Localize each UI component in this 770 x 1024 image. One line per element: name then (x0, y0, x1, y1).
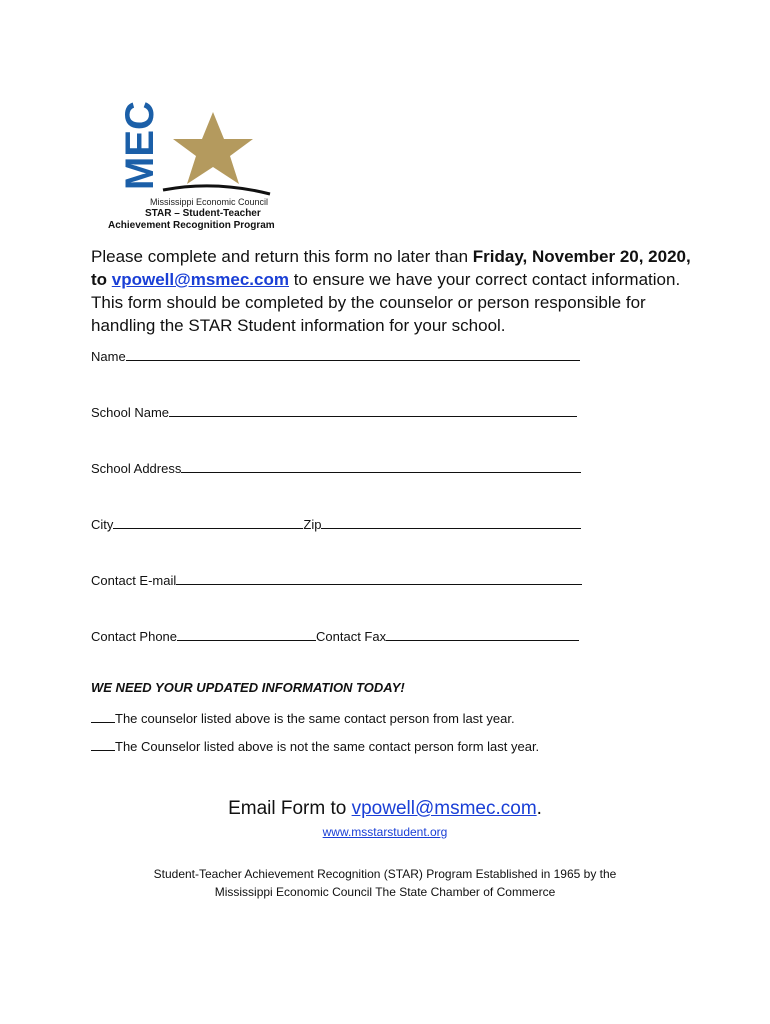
contact-email-label: Contact E-mail (91, 573, 177, 588)
school-address-label: School Address (91, 461, 182, 476)
school-name-label: School Name (91, 405, 170, 420)
contact-phone-label: Contact Phone (91, 629, 178, 644)
logo-org-name: Mississippi Economic Council (150, 197, 269, 207)
deadline-text: Friday, November 20, 2020, to (91, 247, 691, 289)
footer (0, 865, 770, 901)
footer-line-2: Mississippi Economic Council The State Chamber of Commerce (214, 885, 556, 899)
option-same-contact[interactable] (91, 710, 515, 726)
zip-blank[interactable] (321, 516, 581, 529)
school-name-field[interactable] (91, 404, 577, 420)
contact-email-field[interactable] (91, 572, 582, 588)
star-icon (173, 112, 253, 184)
mec-star-logo-graphic (105, 98, 295, 198)
zip-label: Zip (303, 517, 322, 532)
website-link[interactable]: www.msstarstudent.org (322, 825, 448, 839)
intro-paragraph (91, 245, 691, 337)
update-notice: WE NEED YOUR UPDATED INFORMATION TODAY! (91, 680, 405, 695)
website-line (0, 825, 770, 839)
footer-line-1: Student-Teacher Achievement Recognition (STAR) Program Established in 1965 by the (153, 867, 617, 881)
email-form-suffix: . (536, 798, 542, 819)
name-blank[interactable] (126, 348, 580, 361)
intro-text-2: to ensure we have your correct contact information. This form should be completed by the counselor or person responsible for handling the STAR Student information for your school. (91, 270, 681, 335)
school-name-blank[interactable] (169, 404, 577, 417)
contact-fax-label: Contact Fax (316, 629, 387, 644)
name-label: Name (91, 349, 126, 364)
option-not-same-label: The Counselor listed above is not the same contact person form last year. (115, 739, 540, 754)
logo-program-line2: Achievement Recognition Program (108, 220, 275, 231)
checkbox-blank-not-same[interactable] (91, 738, 115, 751)
checkbox-blank-same[interactable] (91, 710, 115, 723)
contact-phone-fax-field[interactable] (91, 628, 579, 644)
email-form-link[interactable]: vpowell@msmec.com (351, 798, 537, 819)
email-form-line (0, 798, 770, 820)
intro-text-1: Please complete and return this form no later than (91, 247, 473, 266)
contact-fax-blank[interactable] (386, 628, 579, 641)
intro-email-link[interactable]: vpowell@msmec.com (111, 270, 289, 289)
city-zip-field[interactable] (91, 516, 581, 532)
name-field[interactable] (91, 348, 580, 364)
logo-program-line1: STAR – Student-Teacher (145, 208, 261, 219)
option-same-label: The counselor listed above is the same contact person from last year. (115, 711, 515, 726)
contact-phone-blank[interactable] (177, 628, 316, 641)
school-address-blank[interactable] (181, 460, 581, 473)
mec-letters: MEC (118, 101, 162, 190)
email-form-label: Email Form to (228, 798, 352, 819)
city-label: City (91, 517, 114, 532)
school-address-field[interactable] (91, 460, 581, 476)
option-not-same-contact[interactable] (91, 738, 539, 754)
contact-email-blank[interactable] (176, 572, 582, 585)
logo-swoosh (163, 186, 270, 194)
city-blank[interactable] (113, 516, 303, 529)
mec-star-logo (105, 98, 295, 233)
